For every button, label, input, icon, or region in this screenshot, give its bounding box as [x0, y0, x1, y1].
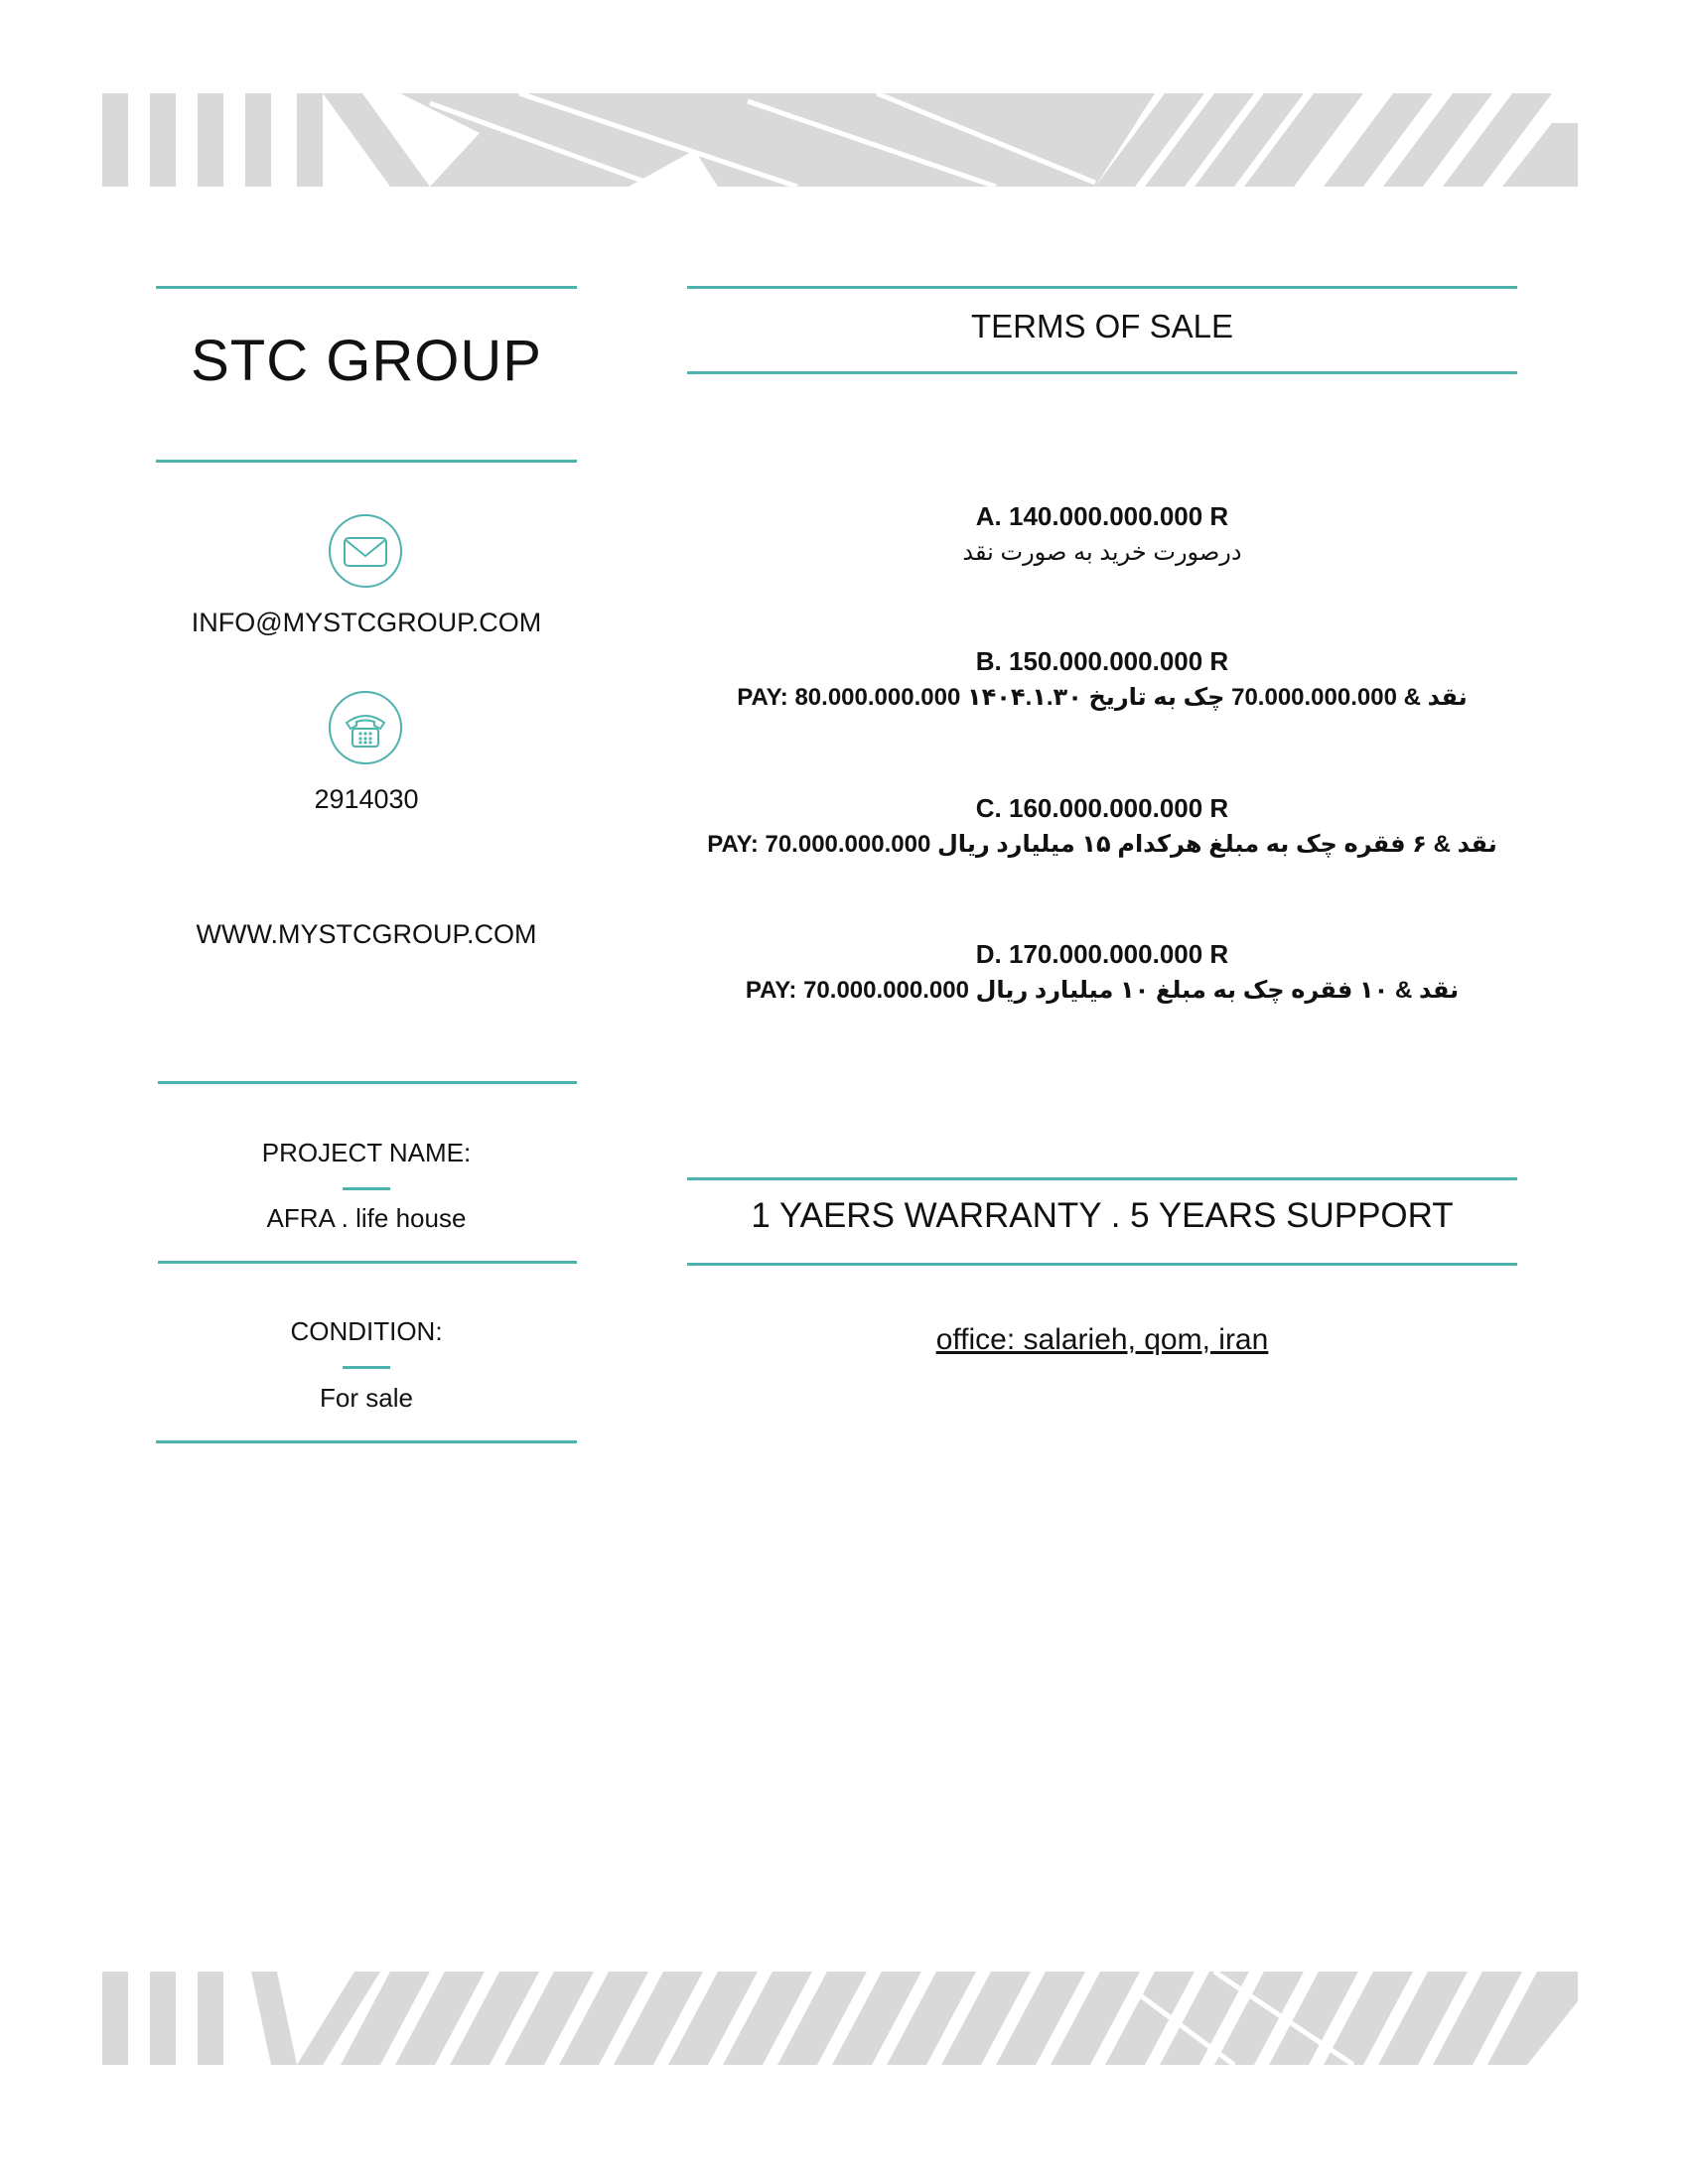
terms-top-rule: [687, 286, 1517, 289]
warranty-text: 1 YAERS WARRANTY . 5 YEARS SUPPORT: [751, 1196, 1454, 1235]
phone-number: 2914030: [314, 784, 419, 814]
term-option-b-detail: PAY: 80.000.000.000 نقد & 70.000.000.000 چک به تاریخ ۱۴۰۴.۱.۳۰: [737, 684, 1468, 711]
term-option-d: D. 170.000.000.000 R: [975, 939, 1229, 969]
term-option-a: A. 140.000.000.000 R: [975, 501, 1229, 531]
project-name-value: AFRA . life house: [266, 1203, 467, 1233]
term-option-a-detail: درصورت خرید به صورت نقد: [962, 539, 1242, 566]
term-option-c-detail: PAY: 70.000.000.000 نقد & ۶ فقره چک به مبلغ هرکدام ۱۵ میلیارد ریال: [707, 831, 1497, 858]
office-address: office: salarieh, qom, iran: [935, 1323, 1269, 1356]
company-bottom-rule: [156, 460, 577, 463]
warranty-top-rule: [687, 1177, 1517, 1180]
term-option-c: C. 160.000.000.000 R: [975, 793, 1229, 823]
terms-bottom-rule: [687, 371, 1517, 374]
project-divider: [343, 1187, 390, 1190]
terms-title: TERMS OF SALE: [970, 308, 1234, 344]
website-link[interactable]: WWW.MYSTCGROUP.COM: [196, 919, 537, 949]
condition-value: For sale: [320, 1383, 413, 1413]
condition-label: CONDITION:: [290, 1316, 443, 1346]
condition-bottom-rule: [156, 1440, 577, 1443]
condition-divider: [343, 1366, 390, 1369]
warranty-bottom-rule: [687, 1263, 1517, 1266]
company-top-rule: [156, 286, 577, 289]
project-bottom-rule: [158, 1261, 577, 1264]
telephone-icon: [329, 691, 402, 764]
top-decorative-band: [102, 93, 1578, 187]
project-top-rule: [158, 1081, 577, 1084]
project-name-label: PROJECT NAME:: [261, 1138, 472, 1167]
term-option-b: B. 150.000.000.000 R: [975, 646, 1229, 676]
term-option-d-detail: PAY: 70.000.000.000 نقد & ۱۰ فقره چک به مبلغ ۱۰ میلیارد ریال: [745, 977, 1460, 1004]
bottom-decorative-band: [102, 1972, 1578, 2065]
envelope-icon: [329, 514, 402, 588]
email-link[interactable]: INFO@MYSTCGROUP.COM: [191, 608, 542, 637]
company-name: STC GROUP: [191, 329, 542, 393]
